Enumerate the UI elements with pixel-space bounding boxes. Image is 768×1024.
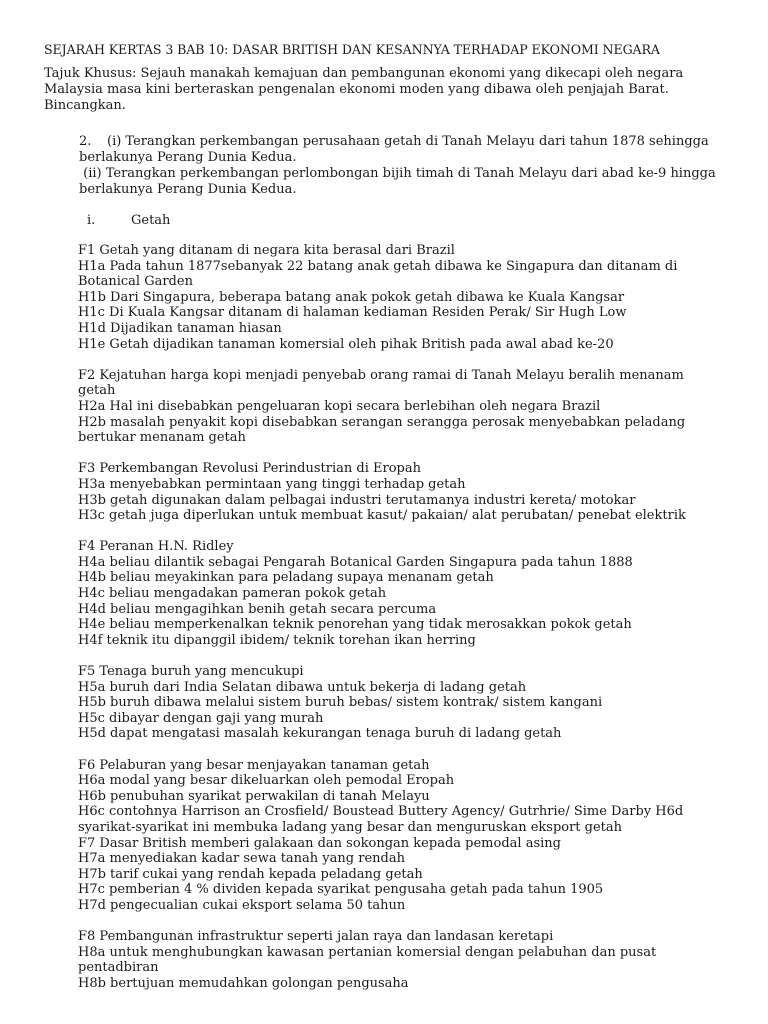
point-line: F7 Dasar British memberi galakaan dan sokongan kepada pemodal asing [78, 835, 561, 851]
question-ii-text: (ii) Terangkan perkembangan perlombongan bijih timah di Tanah Melayu dari abad ke-9 hingga berlakunya Perang Dunia Kedua. [79, 166, 720, 197]
point-line: H2a Hal ini disebabkan pengeluaran kopi secara berlebihan oleh negara Brazil [78, 398, 601, 414]
question-number: 2. [79, 134, 92, 149]
points-list [78, 243, 718, 1007]
point-line: H8b bertujuan memudahkan golongan pengusaha [78, 975, 409, 991]
point-group [78, 368, 718, 446]
section-label: Getah [131, 213, 171, 228]
question-i-text: (i) Terangkan perkembangan perusahaan getah di Tanah Melayu dari tahun 1878 sehingga berlakunya Perang Dunia Kedua. [79, 134, 709, 165]
document-title: SEJARAH KERTAS 3 BAB 10: DASAR BRITISH DAN KESANNYA TERHADAP EKONOMI NEGARA [44, 42, 660, 57]
point-line: H7d pengecualian cukai eksport selama 50 tahun [78, 897, 406, 913]
point-line: H3c getah juga diperlukan untuk membuat kasut/ pakaian/ alat perubatan/ penebat elektrik [78, 508, 686, 524]
point-line: H2b masalah penyakit kopi disebabkan serangan serangga perosak menyebabkan peladang bertukar menanam getah [78, 414, 686, 446]
point-line: H4e beliau memperkenalkan teknik penorehan yang tidak merosakkan pokok getah [78, 617, 632, 633]
point-line: H1e Getah dijadikan tanaman komersial oleh pihak British pada awal abad ke-20 [78, 336, 614, 352]
point-line: H5d dapat mengatasi masalah kekurangan tenaga buruh di ladang getah [78, 726, 562, 742]
point-group [78, 758, 718, 914]
point-line: H3b getah digunakan dalam pelbagai industri terutamanya industri kereta/ motokar [78, 492, 636, 508]
point-group [78, 929, 718, 991]
point-group [78, 243, 718, 352]
point-group [78, 461, 718, 523]
point-line: H5c dibayar dengan gaji yang murah [78, 710, 324, 726]
point-line: H4d beliau mengagihkan benih getah secara percuma [78, 601, 437, 617]
point-line: H7b tarif cukai yang rendah kepada peladang getah [78, 866, 423, 882]
point-line: H3a menyebabkan permintaan yang tinggi terhadap getah [78, 476, 466, 492]
topic-paragraph: Tajuk Khusus: Sejauh manakah kemajuan dan pembangunan ekonomi yang dikecapi oleh negara Malaysia masa kini berteraskan pengenalan ekonomi moden yang dibawa oleh penjajah Barat. Bincangkan. [44, 66, 684, 113]
point-line: H1d Dijadikan tanaman hiasan [78, 320, 282, 336]
question-block [79, 134, 739, 198]
point-line: H8a untuk menghubungkan kawasan pertanian komersial dengan pelabuhan dan pusat pentadbiran [78, 944, 657, 976]
point-line: F4 Peranan H.N. Ridley [78, 539, 234, 555]
point-line: F6 Pelaburan yang besar menjayakan tanaman getah [78, 757, 430, 773]
section-heading [87, 213, 170, 229]
point-line: F8 Pembangunan infrastruktur seperti jalan raya dan landasan keretapi [78, 929, 554, 945]
point-line: H4c beliau mengadakan pameran pokok getah [78, 586, 387, 602]
point-line: H5a buruh dari India Selatan dibawa untuk bekerja di ladang getah [78, 679, 527, 695]
point-line: H7a menyediakan kadar sewa tanah yang rendah [78, 851, 405, 867]
point-line: H5b buruh dibawa melalui sistem buruh bebas/ sistem kontrak/ sistem kangani [78, 695, 603, 711]
point-line: H7c pemberian 4 % dividen kepada syarikat pengusaha getah pada tahun 1905 [78, 882, 604, 898]
point-group [78, 539, 718, 648]
point-line: H4a beliau dilantik sebagai Pengarah Botanical Garden Singapura pada tahun 1888 [78, 554, 633, 570]
point-line: H1c Di Kuala Kangsar ditanam di halaman kediaman Residen Perak/ Sir Hugh Low [78, 305, 627, 321]
point-line: H6a modal yang besar dikeluarkan oleh pemodal Eropah [78, 773, 455, 789]
point-line: H4f teknik itu dipanggil ibidem/ teknik torehan ikan herring [78, 632, 476, 648]
section-number: i. [87, 213, 96, 228]
point-line: H6c contohnya Harrison an Crosfield/ Boustead Buttery Agency/ Gutrhrie/ Sime Darby H6d syarikat-syarikat ini membuka ladang yang besar dan menguruskan eksport getah [78, 804, 684, 835]
question-i [79, 134, 739, 166]
point-line: F1 Getah yang ditanam di negara kita berasal dari Brazil [78, 243, 455, 258]
point-line: H6b penubuhan syarikat perwakilan di tanah Melayu [78, 788, 430, 804]
point-line: H1a Pada tahun 1877sebanyak 22 batang anak getah dibawa ke Singapura dan ditanam di Botanical Garden [78, 258, 678, 290]
point-group [78, 664, 718, 742]
point-line: H4b beliau meyakinkan para peladang supaya menanam getah [78, 570, 494, 586]
point-line: H1b Dari Singapura, beberapa batang anak pokok getah dibawa ke Kuala Kangsar [78, 289, 625, 305]
point-line: F2 Kejatuhan harga kopi menjadi penyebab orang ramai di Tanah Melayu beralih menanam getah [78, 367, 684, 399]
point-line: F3 Perkembangan Revolusi Perindustrian di Eropah [78, 461, 421, 477]
point-line: F5 Tenaga buruh yang mencukupi [78, 664, 304, 680]
